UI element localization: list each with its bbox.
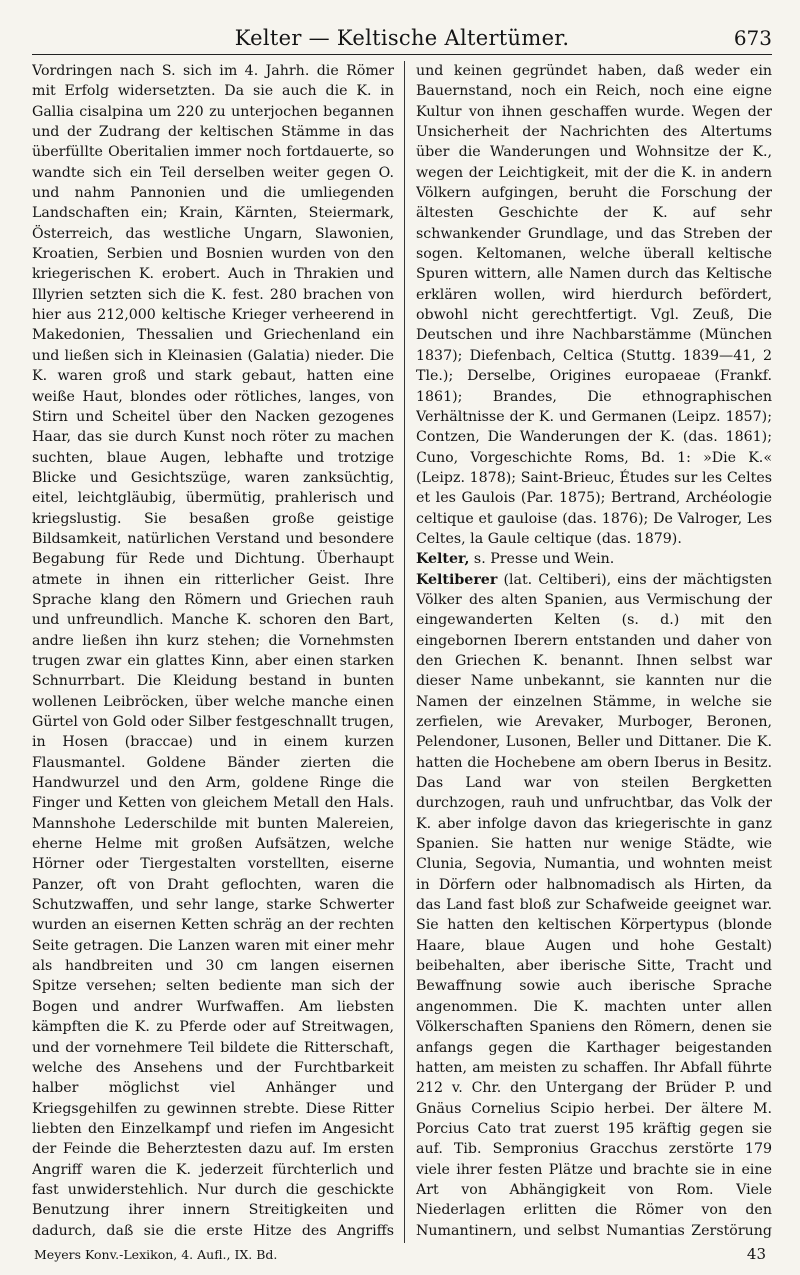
headword-kelter: Kelter,	[416, 551, 470, 568]
column-divider	[404, 61, 405, 1243]
footer-signature: 43	[746, 1245, 766, 1263]
footer-imprint: Meyers Konv.-Lexikon, 4. Aufl., IX. Bd.	[34, 1247, 278, 1262]
entry-keltiberer-body: (lat. Celtiberi), eins der mächtigsten Völker des alten Spanien, aus Vermischung der eingewanderten Kelten (s. d.) mit den eingebornen Iberern entstanden und daher von den Griechen K. benannt. Ihnen selbst war dieser Name unbekannt, sie kannten nur die Namen der einzelnen Stämme, in welche sie zerfielen, wie Arevaker, Murboger, Beronen, Pelendoner, Lusonen, Beller und Dittaner. Die K. hatten die Hochebene am obern Iberus in Besitz. Das Land war von steilen Bergketten durchzogen, rauh und unfruchtbar, das Volk der K. aber infolge davon das kriegerischte in ganz Spanien. Sie hatten nur wenige Städte, wie Clunia, Segovia, Numantia, und wohnten meist in Dörfern oder halbnomadisch als Hirten, da das Land fast bloß zur Schafweide geeignet war. Sie hatten den keltischen Körpertypus (blonde Haare, blaue Augen und hohe Gestalt) beibehalten, aber iberische Sitte, Tracht und Bewaffnung sowie auch iberische Sprache angenommen. Die K. machten unter allen Völkerschaften Spaniens den Römern, denen sie anfangs gegen die Karthager beigestanden hatten, am meisten zu schaffen. Ihr Abfall führte 212 v. Chr. den Untergang der Brüder P. und Gnäus Cornelius Scipio herbei. Der ältere M. Porcius Cato trat zuerst 195 kräftig gegen sie auf. Tib. Sempronius Gracchus zerstörte 179 viele ihrer festen Plätze und brachte sie in eine Art von Abhängigkeit von Rom. Viele Niederlagen erlitten die Römer von den Numantinern, und selbst Numantias Zerstörung	[416, 571, 772, 1239]
headword-keltiberer: Keltiberer	[416, 571, 498, 588]
page-footer	[32, 1245, 772, 1267]
running-title: Kelter — Keltische Altertümer.	[234, 26, 570, 50]
entry-keltiberer	[416, 570, 772, 1243]
page-header	[32, 18, 772, 55]
entry-kelter-body: s. Presse und Wein.	[469, 551, 615, 568]
right-column	[416, 61, 772, 1243]
left-column	[32, 61, 394, 1243]
entry-kelter	[416, 549, 772, 569]
article-text-keltes-continued: Vordringen nach S. sich im 4. Jahrh. die Römer mit Erfolg widersetzten. Da sie auch die K. in Gallia cisalpina um 220 zu unterjochen begannen und der Zudrang der keltischen Stämme in das überfüllte Oberitalien immer noch fortdauerte, so wandte sich ein Teil derselben weiter gegen O. und nahm Pannonien und die umliegenden Landschaften ein; Krain, Kärnten, Steiermark, Österreich, das westliche Ungarn, Slawonien, Kroatien, Serbien und Bosnien wurden von den kriegerischen K. erobert. Auch in Thrakien und Illyrien setzten sich die K. fest. 280 brachen von hier aus 212,000 keltische Krieger verheerend in Makedonien, Thessalien und Griechenland ein und ließen sich in Kleinasien (Galatia) nieder. Die K. waren groß und stark gebaut, hatten eine weiße Haut, blondes oder rötliches, langes, von Stirn und Scheitel über den Nacken gezogenes Haar, das sie durch Kunst noch röter zu machen suchten, blaue Augen, lebhafte und trotzige Blicke und Gesichtszüge, waren zanksüchtig, eitel, leichtgläubig, übermütig, prahlerisch und kriegslustig. Sie besaßen große geistige Bildsamkeit, natürlichen Verstand und besondere Begabung für Rede und Dichtung. Überhaupt atmete in ihnen ein ritterlicher Geist. Ihre Sprache klang den Römern und Griechen rauh und unfreundlich. Manche K. schoren den Bart, andre ließen ihn kurz stehen; die Vornehmsten trugen zwar ein glattes Kinn, aber einen starken Schnurrbart. Die Kleidung bestand in bunten wollenen Leibröcken, über welche manche einen Gürtel von Gold oder Silber festgeschnallt trugen, in Hosen (braccae) und in einem kurzen Flausmantel. Goldene Bänder zierten die Handwurzel und den Arm, goldene Ringe die Finger und Ketten von gleichem Metall den Hals. Mannshohe Lederschilde mit bunten Malereien, eherne Helme mit großen Aufsätzen, welche Hörner oder Tiergestalten vorstellten, eiserne Panzer, oft von Draht geflochten, waren die Schutzwaffen, und sehr lange, starke Schwerter wurden an eisernen Ketten schräg an der rechten Seite getragen. Die Lanzen waren mit einer mehr als handbreiten und 30 cm langen eisernen Spitze versehen; selten bediente man sich der Bogen und andrer Wurfwaffen. Am liebsten kämpften die K. zu Pferde oder auf Streitwagen, und der vornehmere Teil bildete die Ritterschaft, welche des Ansehens und der Furchtbarkeit halber möglichst viel Anhänger und Kriegsgehilfen zu gewinnen strebte. Diese Ritter liebten den Einzelkampf und riefen im Angesicht der Feinde die Beherztesten dazu auf. Im ersten Angriff waren die K. jederzeit fürchterlich und fast unwiderstehlich. Nur durch die geschickte Benutzung ihrer innern Streitigkeiten und dadurch, daß sie die erste Hitze des Angriffs	[32, 63, 394, 1239]
page-number: 673	[733, 26, 772, 50]
article-text-keltes-end: und keinen gegründet haben, daß weder ein Bauernstand, noch ein Reich, noch eine eigne Kultur von ihnen geschaffen wurde. Wegen der Unsicherheit der Nachrichten des Altertums über die Wanderungen und Wohnsitze der K., wegen der Leichtigkeit, mit der die K. in andern Völkern aufgingen, beruht die Forschung der ältesten Geschichte der K. auf sehr schwankender Grundlage, und das Streben der sogen. Keltomanen, welche überall keltische Spuren wittern, alle Namen durch das Keltische erklären wollen, wird hierdurch befördert, obwohl nicht gerechtfertigt. Vgl. Zeuß, Die Deutschen und ihre Nachbarstämme (München 1837); Diefenbach, Celtica (Stuttg. 1839—41, 2 Tle.); Derselbe, Origines europaeae (Frankf. 1861); Brandes, Die ethnographischen Verhältnisse der K. und Germanen (Leipz. 1857); Contzen, Die Wanderungen der K. (das. 1861); Cuno, Vorgeschichte Roms, Bd. 1: »Die K.« (Leipz. 1878); Saint-Brieuc, Études sur les Celtes et les Gaulois (Par. 1875); Bertrand, Archéologie celtique et gauloise (das. 1876); De Valroger, Les Celtes, la Gaule celtique (das. 1879).	[416, 63, 772, 547]
